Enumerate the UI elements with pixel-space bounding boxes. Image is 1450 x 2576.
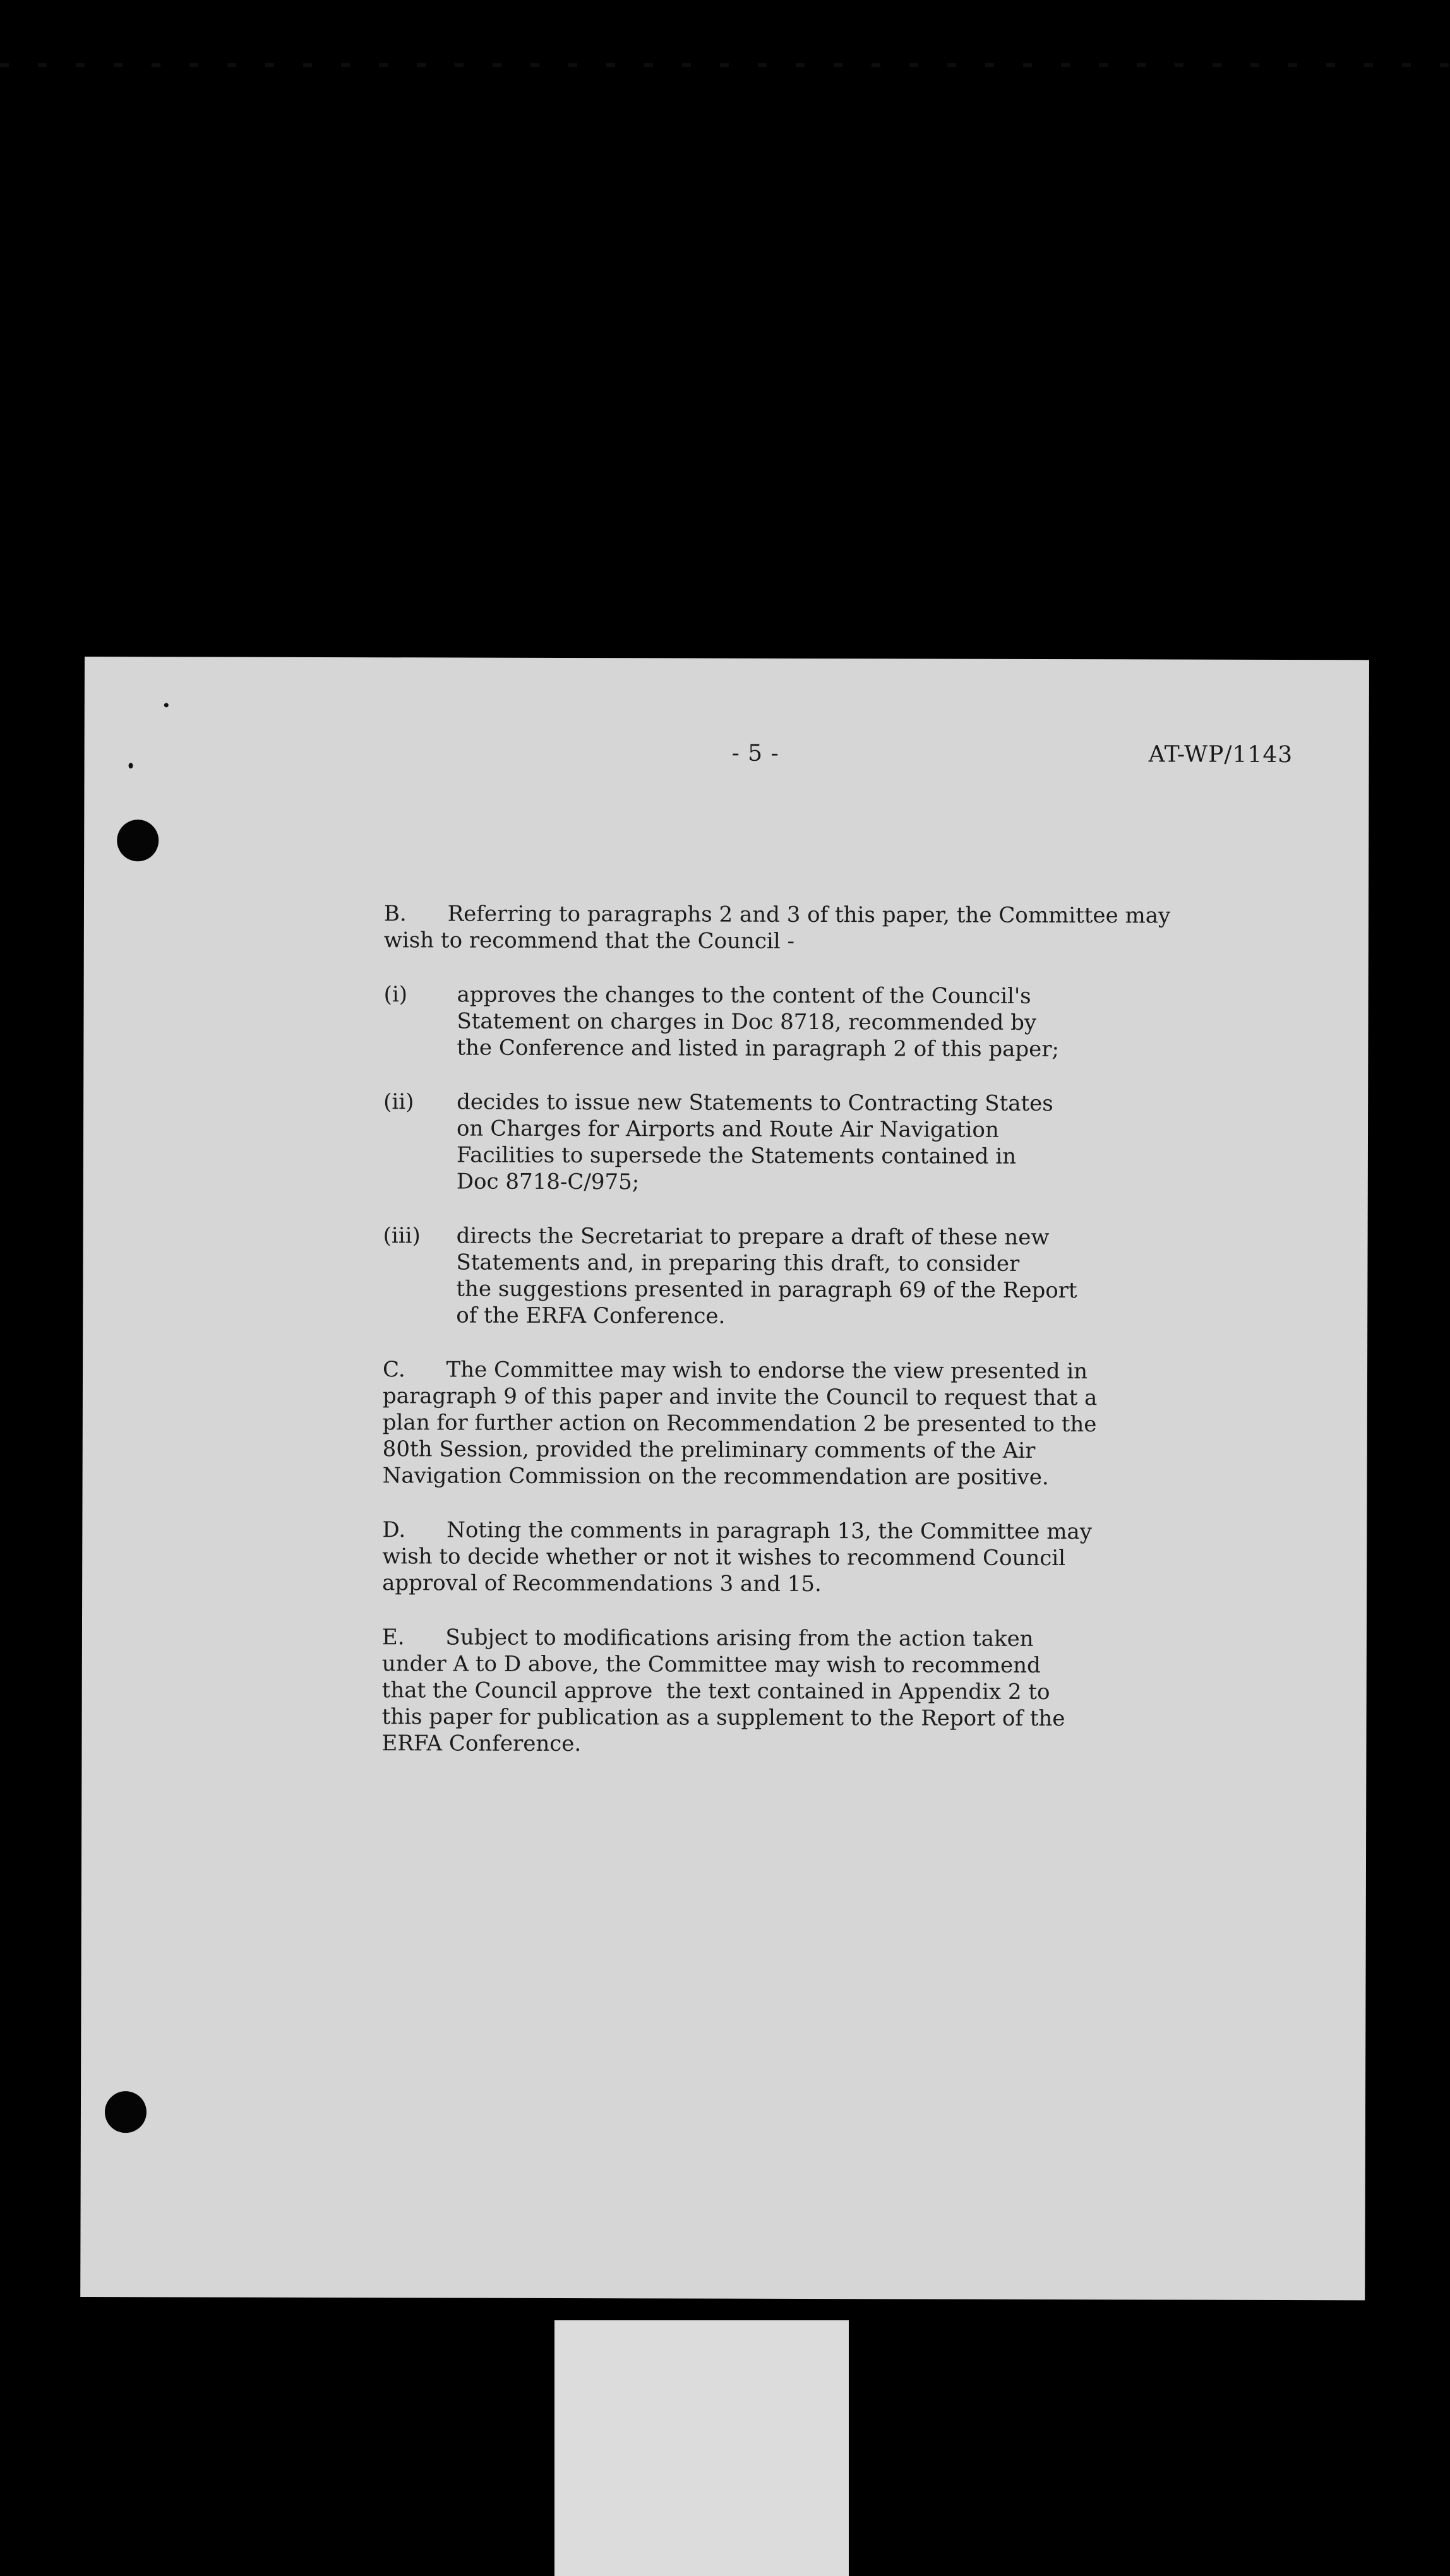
paragraph-label: E. — [381, 1625, 405, 1650]
list-item — [383, 1222, 1279, 1331]
list-item — [383, 1088, 1280, 1197]
speck — [164, 703, 169, 707]
list-item-number: (i) — [383, 982, 408, 1008]
list-item-number: (ii) — [383, 1089, 414, 1115]
page-number: - 5 - — [731, 740, 779, 766]
paragraph-text: Noting the comments in paragraph 13, the Committee may wish to decide whether or not it wishes to recommend Council approval of Recommendations 3 and 15. — [382, 1517, 1092, 1597]
list-item — [383, 981, 1280, 1063]
speck — [129, 763, 133, 768]
paragraph-label: B. — [383, 901, 407, 927]
blank-slip — [554, 2320, 849, 2576]
paragraph-text: Subject to modifications arising from the action taken under A to D above, the Committee may wish to recommend that the Council approve the text contained in Appendix 2 to this paper for publication as a supplement to the Report of the ERFA Conference. — [381, 1625, 1065, 1757]
list-item-text: decides to issue new Statements to Contracting States on Charges for Airports and Route Air Navigation Facilities to supersede the Statements contained in Doc 8718-C/975; — [456, 1089, 1053, 1195]
paragraph-d — [382, 1517, 1279, 1599]
scan-noise — [0, 63, 1450, 67]
paragraph-text: Referring to paragraphs 2 and 3 of this paper, the Committee may wish to recommend that the Council - — [383, 901, 1171, 954]
paragraph-label: D. — [382, 1517, 406, 1543]
list-item-number: (iii) — [383, 1223, 421, 1249]
document-reference: AT-WP/1143 — [1148, 741, 1293, 768]
document-page — [80, 657, 1369, 2300]
paragraph-e — [381, 1624, 1279, 1759]
list-item-text: approves the changes to the content of the Council's Statement on charges in Doc 8718, recommended by the Conference and listed in paragraph 2 of this paper; — [457, 982, 1060, 1063]
document-body — [381, 900, 1281, 1787]
paragraph-c — [383, 1356, 1280, 1491]
paragraph-b — [384, 900, 1281, 956]
paragraph-text: The Committee may wish to endorse the view presented in paragraph 9 of this paper and invite the Council to request that a plan for further action on Recommendation 2 be presented to the 80th Session, provided the preliminary comments of the Air Navigation Commission on the recommendation are positive. — [382, 1357, 1098, 1491]
punch-hole-bottom — [105, 2091, 147, 2133]
paragraph-label: C. — [382, 1357, 405, 1383]
punch-hole-top — [117, 820, 159, 861]
list-item-text: directs the Secretariat to prepare a draft of these new Statements and, in preparing this draft, to consider the suggestions presented in paragraph 69 of the Report of the ERFA Conference. — [456, 1223, 1077, 1329]
